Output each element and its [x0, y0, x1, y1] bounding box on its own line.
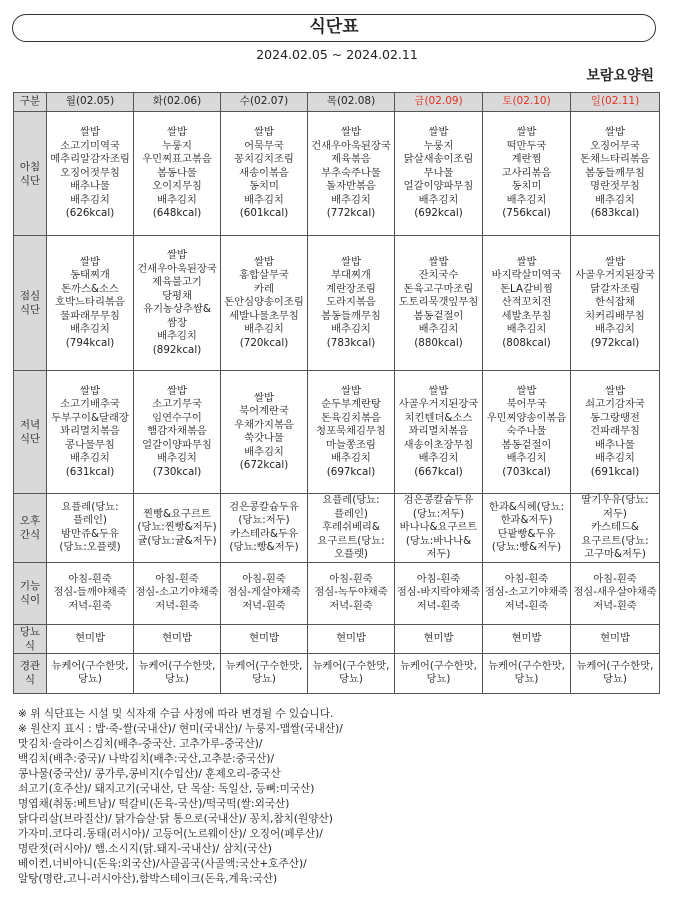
menu-cell-text: 현미밥 — [75, 631, 105, 644]
dinner-row — [14, 371, 660, 494]
menu-cell — [134, 371, 221, 494]
menu-cell — [483, 653, 571, 693]
note-line: 닭다리살(브라질산)/ 닭가슴살·닭 통으로(국내산)/ 꽁치,참치(원양산) — [18, 813, 333, 825]
menu-cell-text: 쌀밥 잔치국수 돈육고구마조림 도토리묵갯잎무침 봄동겉절이 배추김치 (880kcal) — [398, 255, 479, 349]
menu-cell-text: 쌀밥 부대찌개 계란장조림 도라지볶음 봄동들깨무침 배추김치 (783kcal) — [321, 255, 381, 349]
menu-cell-text: 쌀밥 사골우거지된장국 치킨텐더&소스 꽈리멸치볶음 새송이초장무침 배추김치 (667kcal) — [398, 384, 479, 478]
menu-cell-text: 쌀밥 소고기배추국 두부구이&달래장 꽈리멸치볶음 콩나물무침 배추김치 (631kcal) — [51, 384, 129, 478]
menu-cell-text: 아침-흰죽 점심-새우살야채죽 저녁-흰죽 — [573, 572, 657, 612]
menu-cell — [134, 653, 221, 693]
menu-cell — [47, 236, 134, 371]
note-line: 베이컨,너비아니(돈육:외국산)/사골곰국(사골액:국산+호주산)/ — [18, 858, 307, 870]
menu-cell-text: 쌀밥 떡만두국 계란찜 고사리볶음 동치미 배추김치 (756kcal) — [501, 126, 552, 220]
menu-cell-text: 현미밥 — [162, 631, 192, 644]
menu-cell — [571, 112, 660, 236]
menu-cell-text: 쌀밥 홍합살무국 카레 돈안심양송이조림 세발나물초무침 배추김치 (720kcal) — [224, 255, 304, 349]
note-line: 콩나물(중국산)/ 콩가루,콩비지(수입산)/ 훈제오리-중국산 — [18, 768, 281, 780]
menu-cell — [47, 653, 134, 693]
menu-cell — [221, 494, 308, 563]
menu-cell — [221, 624, 308, 653]
menu-cell-text: 현미밥 — [423, 631, 454, 644]
menu-cell — [483, 371, 571, 494]
menu-cell — [308, 494, 395, 563]
menu-cell-text: 현미밥 — [249, 631, 279, 644]
menu-cell — [47, 562, 134, 624]
menu-cell — [395, 562, 483, 624]
notes — [18, 707, 658, 887]
menu-cell-text: 요플레(당뇨:플레인) 밤만쥬&두유(당뇨:오플렛) — [59, 500, 121, 554]
menu-cell-text: 쌀밥 바지락살미역국 돈LA갈비찜 산적꼬치전 세발초무침 배추김치 (808kcal) — [491, 255, 562, 349]
menu-cell — [221, 562, 308, 624]
menu-cell-text: 쌀밥 사골우거지된장국 닭갈자조림 한식잡채 치커리배무침 배추김치 (972kcal) — [575, 255, 655, 349]
tube-feed-row — [14, 653, 660, 693]
menu-cell-text: 쌀밥 건새우아욱된장국 제육볶음 부추숙주나물 돌자반볶음 배추김치 (772kcal) — [311, 126, 391, 220]
note-line: 맛김치·슬라이스김치(배추-중국산. 고추가루-중국산)/ — [18, 738, 263, 750]
menu-cell — [308, 371, 395, 494]
menu-cell — [395, 371, 483, 494]
menu-cell — [308, 562, 395, 624]
menu-cell — [571, 562, 660, 624]
menu-cell — [47, 494, 134, 563]
menu-cell-text: 현미밥 — [511, 631, 542, 644]
menu-cell — [483, 112, 571, 236]
note-line: ※ 원산지 표시 : 밥·죽-쌀(국내산)/ 현미(국내산)/ 누룽지-맵쌀(국내산)/ — [18, 723, 343, 735]
menu-cell-text: 쌀밥 동태찌개 돈까스&소스 호박느타리볶음 물파래무무침 배추김치 (794kcal) — [55, 255, 125, 349]
menu-cell-text: 쌀밥 건새우아욱된장국 제육불고기 당평채 유기농상추쌈&쌈장 배추김치 (892kcal) — [137, 249, 217, 356]
menu-cell-text: 아침-흰죽 점심-녹두야채죽 저녁-흰죽 — [314, 572, 388, 612]
day-header: 목(02.08) — [308, 93, 395, 112]
menu-cell — [134, 562, 221, 624]
menu-cell-text: 검은콩칼슘두유(당뇨:저두) 바나나&요구르트(당뇨:바나나&저두) — [399, 494, 478, 560]
menu-cell-text: 쌀밥 누룽지 우민찌표고볶음 봄동나물 오이지무침 배추김치 (648kcal) — [142, 126, 212, 220]
menu-cell-text: 아침-흰죽 점심-바지락야채죽 저녁-흰죽 — [396, 572, 481, 612]
menu-cell-text: 뉴케어(구수한맛,당뇨) — [488, 659, 565, 685]
menu-cell — [571, 624, 660, 653]
menu-cell-text: 딸기우유(당뇨:저두) 카스테드&요구르트(당뇨:고구마&저두) — [581, 494, 649, 560]
row-label: 저녁 식단 — [14, 371, 47, 494]
menu-cell-text: 쌀밥 어묵무국 꽁치김치조림 새송이볶음 동치미 배추김치 (601kcal) — [234, 126, 294, 220]
menu-cell-text: 아침-흰죽 점심-들깨야채죽 저녁-흰죽 — [53, 572, 127, 612]
day-header: 금(02.09) — [395, 93, 483, 112]
menu-cell — [47, 371, 134, 494]
note-line: 백김치(배추:중국)/ 나박김치(배추:국산,고추분:중국산)/ — [18, 753, 275, 765]
page-title: 식단표 — [12, 14, 656, 42]
menu-cell — [308, 236, 395, 371]
note-line: 명엽채(취동:베트남)/ 떡갈비(돈육-국산)/떡국떡(쌀:외국산) — [18, 798, 290, 810]
row-label: 경관 식 — [14, 653, 47, 693]
menu-cell-text: 한과&식혜(당뇨:한과&저두) 단팥빵&두유(당뇨:빵&저두) — [488, 500, 565, 554]
row-label: 당뇨 식 — [14, 624, 47, 653]
menu-cell — [221, 371, 308, 494]
menu-cell-text: 쌀밥 소고기미역국 메추리알감자조림 오징어젓무침 배추나물 배추김치 (626kcal) — [50, 126, 130, 220]
menu-cell-text: 쌀밥 소고기무국 임연수구이 햄감자채볶음 얼갈이양파무침 배추김치 (730kcal) — [142, 384, 212, 478]
menu-cell-text: 쌀밥 오징어무국 돈채느타리볶음 봄동들깨무침 명란젓무침 배추김치 (683kcal) — [580, 126, 650, 220]
menu-cell-text: 아침-흰죽 점심-소고기야채죽 저녁-흰죽 — [135, 572, 219, 612]
menu-cell-text: 뉴케어(구수한맛,당뇨) — [576, 659, 654, 685]
note-line: 가자미.코다리.동태(러시아)/ 고등어(노르웨이산)/ 오징어(페루산)/ — [18, 828, 323, 840]
menu-cell-text: 뉴케어(구수한맛,당뇨) — [312, 659, 390, 685]
note-line: 쇠고기(호주산)/ 돼지고기(국내산, 단 목살: 독일산, 등뼈:미국산) — [18, 783, 315, 795]
menu-cell — [308, 624, 395, 653]
menu-cell — [47, 112, 134, 236]
menu-cell-text: 뉴케어(구수한맛,당뇨) — [51, 659, 129, 685]
diabetic-row — [14, 624, 660, 653]
menu-cell-text: 쌀밥 누룽지 닭살새송이조림 무나물 얼갈이양파무침 배추김치 (692kcal) — [403, 126, 474, 220]
menu-cell — [483, 494, 571, 563]
menu-cell — [308, 653, 395, 693]
menu-cell-text: 쌀밥 쇠고기감자국 동그랑땡전 건파래무침 배추나물 배추김치 (691kcal) — [585, 384, 645, 478]
menu-cell-text: 현미밥 — [336, 631, 366, 644]
menu-cell-text: 검은콩칼슘두유(당뇨:저두) 카스테라&두유(당뇨:빵&저두) — [229, 500, 299, 554]
menu-cell-text: 쌀밥 북어계란국 우채가지볶음 쑥갓나물 배추김치 (672kcal) — [234, 391, 294, 471]
row-label: 아침 식단 — [14, 112, 47, 236]
day-header: 월(02.05) — [47, 93, 134, 112]
menu-cell — [134, 236, 221, 371]
menu-cell — [134, 494, 221, 563]
lunch-row — [14, 236, 660, 371]
menu-cell-text: 아침-흰죽 점심-소고기야채죽 저녁-흰죽 — [484, 572, 569, 612]
menu-cell — [134, 112, 221, 236]
menu-cell-text: 쌀밥 순두부계란탕 돈육김치볶음 청포묵채김무침 마늘쫑조림 배추김치 (697kcal) — [316, 384, 386, 478]
header-row — [14, 93, 660, 112]
facility-name: 보람요양원 — [586, 68, 654, 84]
note-line: 명란젓(러시아)/ 햄.소시지(닭.돼지-국내산)/ 삼치(국산) — [18, 843, 272, 855]
row-label: 기능 식이 — [14, 562, 47, 624]
menu-cell — [483, 624, 571, 653]
note-line: ※ 위 식단표는 시설 및 식자재 수급 사정에 따라 변경될 수 있습니다. — [18, 708, 334, 720]
menu-cell — [221, 236, 308, 371]
menu-cell — [395, 112, 483, 236]
menu-cell — [571, 494, 660, 563]
menu-cell-text: 뉴케어(구수한맛,당뇨) — [138, 659, 216, 685]
menu-cell — [395, 624, 483, 653]
menu-cell — [483, 562, 571, 624]
menu-cell — [221, 653, 308, 693]
menu-cell — [571, 653, 660, 693]
day-header: 수(02.07) — [221, 93, 308, 112]
menu-cell-text: 뉴케어(구수한맛,당뇨) — [400, 659, 477, 685]
menu-cell — [395, 494, 483, 563]
menu-cell — [395, 653, 483, 693]
menu-cell — [571, 371, 660, 494]
menu-cell-text: 요플레(당뇨:플레인) 후레쉬베리&요구르트(당뇨:오플렛) — [317, 494, 385, 560]
menu-table — [13, 92, 660, 694]
menu-cell — [134, 624, 221, 653]
corner-header: 구분 — [14, 93, 47, 112]
note-line: 알탕(명란,고니-러시아산),함박스테이크(돈육,계육:국산) — [18, 873, 278, 885]
menu-cell — [395, 236, 483, 371]
menu-cell — [571, 236, 660, 371]
day-header: 토(02.10) — [483, 93, 571, 112]
menu-cell-text: 쌀밥 북어무국 우민찌양송이볶음 숙주나물 봄동겉절이 배추김치 (703kcal) — [486, 384, 567, 478]
special-diet-row — [14, 562, 660, 624]
day-header: 일(02.11) — [571, 93, 660, 112]
breakfast-row — [14, 112, 660, 236]
row-label: 오후 간식 — [14, 494, 47, 563]
day-header: 화(02.06) — [134, 93, 221, 112]
menu-cell — [47, 624, 134, 653]
menu-cell-text: 현미밥 — [600, 631, 630, 644]
snack-row — [14, 494, 660, 563]
menu-cell — [221, 112, 308, 236]
menu-cell — [308, 112, 395, 236]
menu-cell-text: 뉴케어(구수한맛,당뇨) — [225, 659, 303, 685]
menu-period: 2024.02.05 ~ 2024.02.11 — [256, 47, 418, 62]
menu-cell — [483, 236, 571, 371]
menu-cell-text: 찐빵&요구르트(당뇨:찐빵&저두) 귤(당뇨:귤&저두) — [137, 507, 217, 547]
row-label: 점심 식단 — [14, 236, 47, 371]
menu-cell-text: 아침-흰죽 점심-게살야채죽 저녁-흰죽 — [227, 572, 301, 612]
